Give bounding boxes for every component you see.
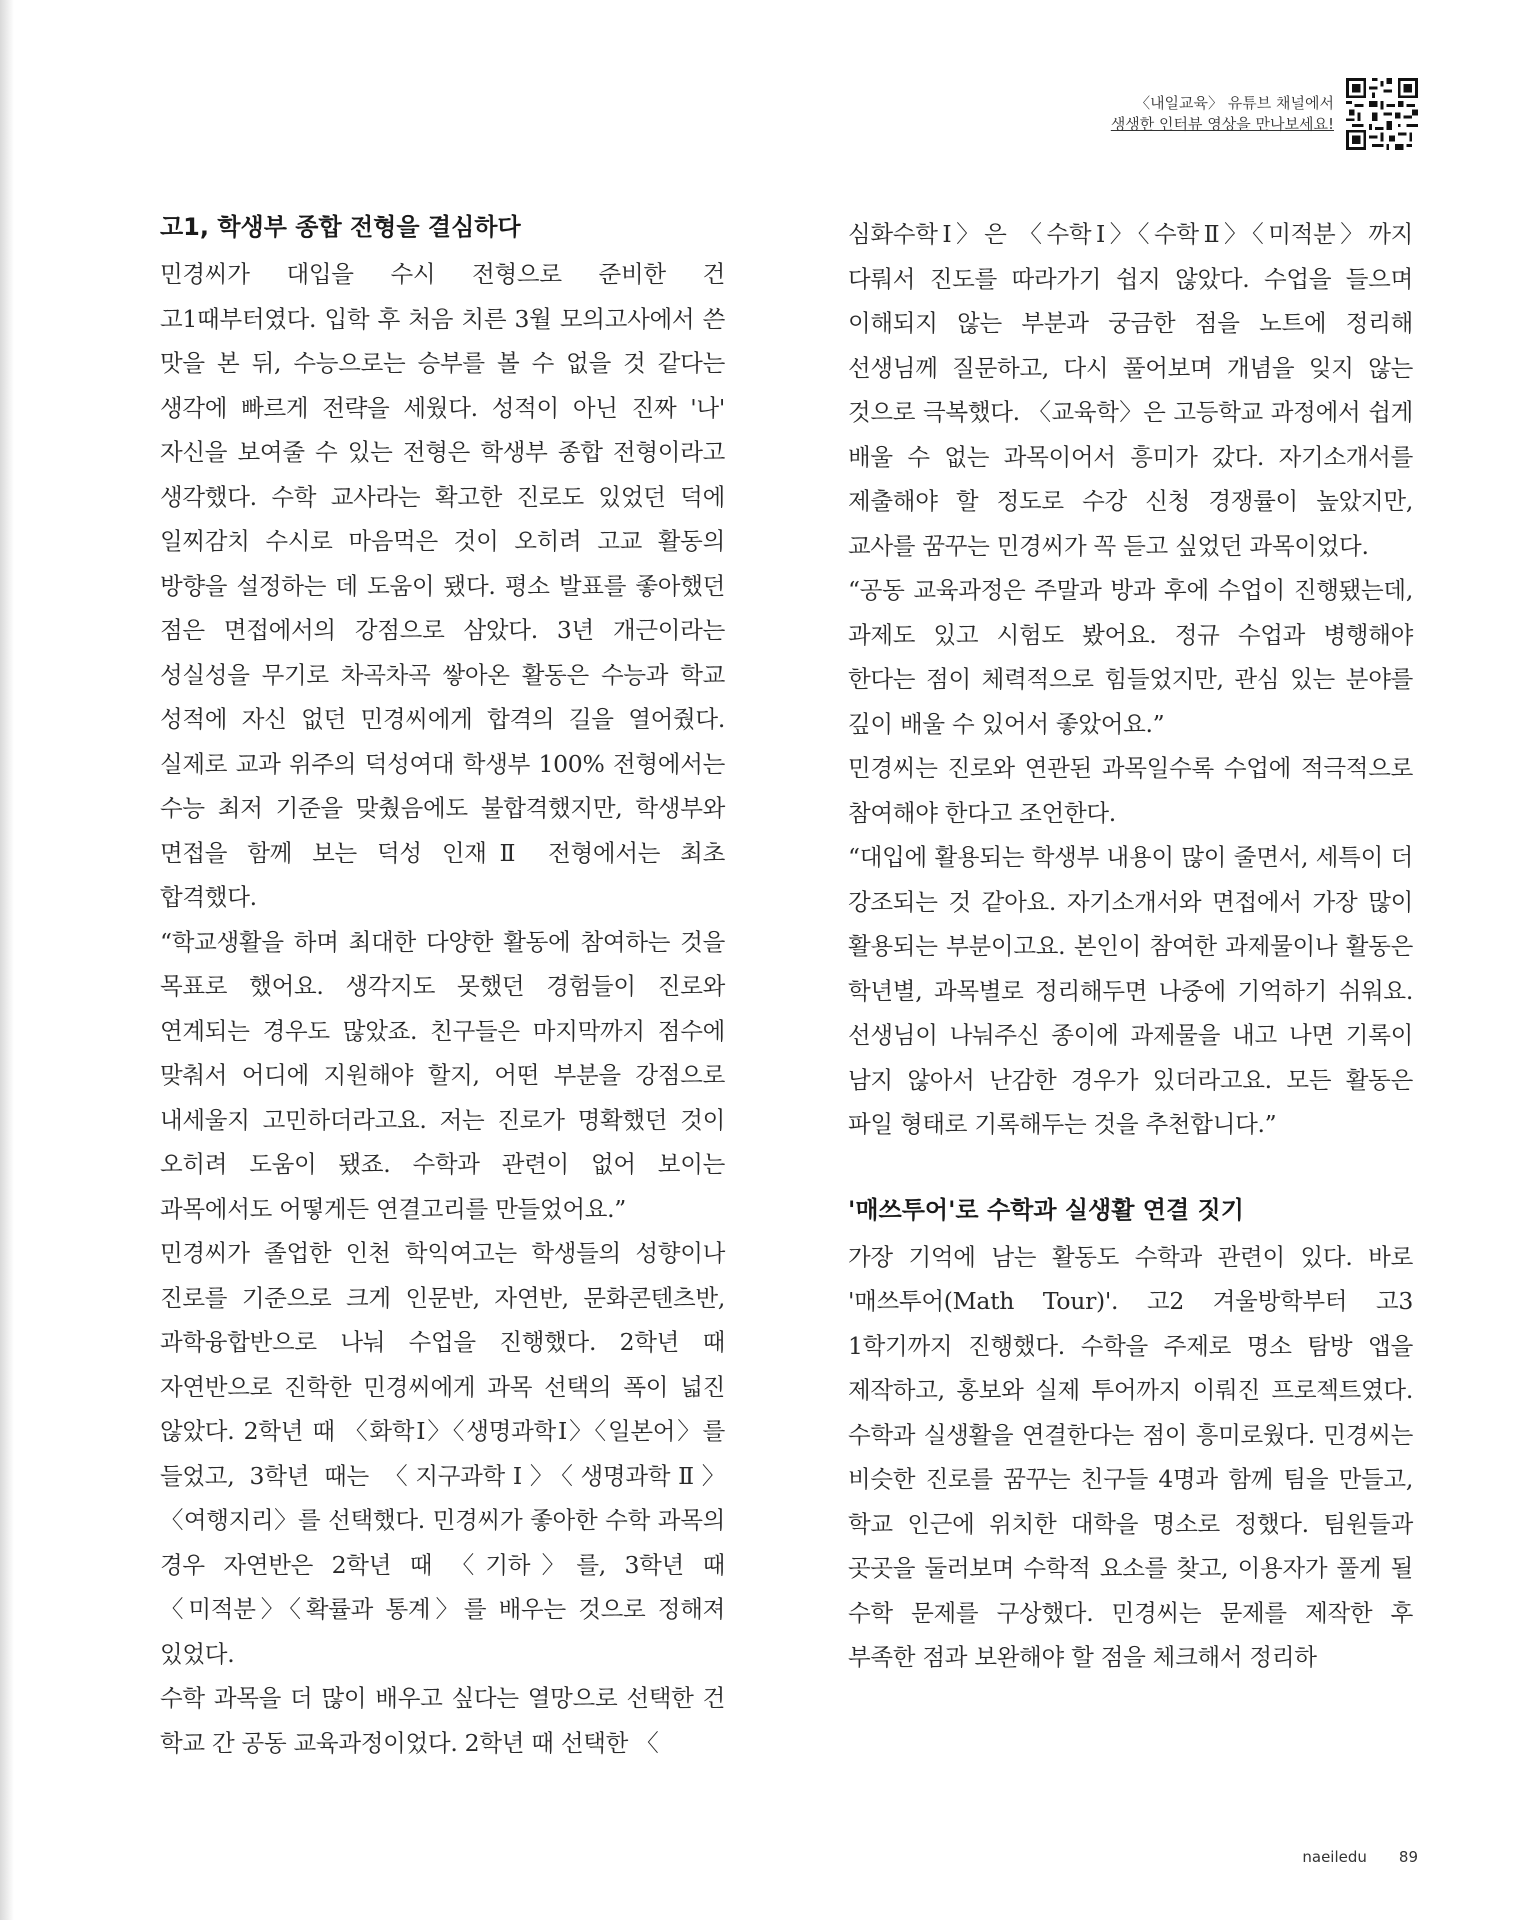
youtube-qr-promo: [1111, 78, 1418, 150]
page-number: 89: [1398, 1848, 1418, 1866]
body-paragraph: 가장 기억에 남는 활동도 수학과 관련이 있다. 바로 '매쓰투어(Math Tour)'. 고2 겨울방학부터 고3 1학기까지 진행했다. 수학을 주제로 명소 탐방 앱을 제작하고, 홍보와 실제 투어까지 이뤄진 프로젝트였다. 수학과 실생활을 연결한다는 점이 흥미로웠다. 민경씨는 비슷한 진로를 꿈꾸는 친구들 4명과 함께 팀을 만들고, 학교 인근에 위치한 대학을 명소로 정했다. 팀원들과 곳곳을 둘러보며 수학적 요소를 찾고, 이용자가 풀게 될 수학 문제를 구상했다. 민경씨는 문제를 제작한 후 부족한 점과 보완해야 할 점을 체크해서 정리하: [848, 1242, 1413, 1671]
body-paragraph: 민경씨는 진로와 연관된 과목일수록 수업에 적극적으로 참여해야 한다고 조언한다.: [848, 754, 1413, 827]
body-paragraph: 민경씨가 대입을 수시 전형으로 준비한 건 고1때부터였다. 입학 후 처음 치른 3월 모의고사에서 쓴 맛을 본 뒤, 수능으로는 승부를 볼 수 없을 것 같다는 생각에 빠르게 전략을 세웠다. 성적이 아닌 진짜 '나' 자신을 보여줄 수 있는 전형은 학생부 종합 전형이라고 생각했다. 수학 교사라는 확고한 진로도 있었던 덕에 일찌감치 수시로 마음먹은 것이 오히려 고교 활동의 방향을 설정하는 데 도움이 됐다. 평소 발표를 좋아했던 점은 면접에서의 강점으로 삼았다. 3년 개근이라는 성실성을 무기로 차곡차곡 쌓아온 활동은 수능과 학교 성적에 자신 없던 민경씨에게 합격의 길을 열어줬다. 실제로 교과 위주의 덕성여대 학생부 100% 전형에서는 수능 최저 기준을 맞췄음에도 불합격했지만, 학생부와 면접을 함께 보는 덕성 인재Ⅱ 전형에서는 최초 합격했다.: [160, 260, 725, 911]
right-column: [848, 212, 1413, 1680]
body-paragraph: 심화수학Ⅰ〉은 〈수학Ⅰ〉〈수학Ⅱ〉〈미적분〉까지 다뤄서 진도를 따라가기 쉽지 않았다. 수업을 들으며 이해되지 않는 부분과 궁금한 점을 노트에 정리해 선생님께 질문하고, 다시 풀어보며 개념을 잊지 않는 것으로 극복했다. 〈교육학〉은 고등학교 과정에서 쉽게 배울 수 없는 과목이어서 흥미가 갔다. 자기소개서를 제출해야 할 정도로 수강 신청 경쟁률이 높았지만, 교사를 꿈꾸는 민경씨가 꼭 듣고 싶었던 과목이었다.: [848, 220, 1413, 560]
quote-paragraph: “학교생활을 하며 최대한 다양한 활동에 참여하는 것을 목표로 했어요. 생각지도 못했던 경험들이 진로와 연계되는 경우도 많았죠. 친구들은 마지막까지 점수에 맞춰서 어디에 지원해야 할지, 어떤 부분을 강점으로 내세울지 고민하더라고요. 저는 진로가 명확했던 것이 오히려 도움이 됐죠. 수학과 관련이 없어 보이는 과목에서도 어떻게든 연결고리를 만들었어요.”: [160, 927, 725, 1223]
left-column: [160, 212, 725, 1765]
body-paragraph: 민경씨가 졸업한 인천 학익여고는 학생들의 성향이나 진로를 기준으로 크게 인문반, 자연반, 문화콘텐츠반, 과학융합반으로 나눠 수업을 진행했다. 2학년 때 자연반으로 진학한 민경씨에게 과목 선택의 폭이 넓진 않았다. 2학년 때 〈화학Ⅰ〉〈생명과학Ⅰ〉〈일본어〉를 들었고, 3학년 때는 〈지구과학Ⅰ〉〈생명과학Ⅱ〉〈여행지리〉를 선택했다. 민경씨가 좋아한 수학 과목의 경우 자연반은 2학년 때 〈기하〉를, 3학년 때 〈미적분〉〈확률과 통계〉를 배우는 것으로 정해져 있었다.: [160, 1239, 725, 1668]
section-heading: 고1, 학생부 종합 전형을 결심하다: [160, 213, 521, 241]
quote-paragraph: “대입에 활용되는 학생부 내용이 많이 줄면서, 세특이 더 강조되는 것 같아요. 자기소개서와 면접에서 가장 많이 활용되는 부분이고요. 본인이 참여한 과제물이나 활동은 학년별, 과목별로 정리해두면 나중에 기억하기 쉬워요. 선생님이 나눠주신 종이에 과제물을 내고 나면 기록이 남지 않아서 난감한 경우가 있더라고요. 모든 활동은 파일 형태로 기록해두는 것을 추천합니다.”: [848, 843, 1413, 1138]
qr-code-icon[interactable]: [1346, 78, 1418, 150]
quote-paragraph: “공동 교육과정은 주말과 방과 후에 수업이 진행됐는데, 과제도 있고 시험도 봤어요. 정규 수업과 병행해야 한다는 점이 체력적으로 힘들었지만, 관심 있는 분야를 깊이 배울 수 있어서 좋았어요.”: [848, 576, 1413, 738]
qr-promo-text: [1111, 93, 1334, 135]
qr-promo-line1: 〈내일교육〉 유튜브 채널에서: [1135, 94, 1334, 112]
page-footer: [1302, 1848, 1418, 1866]
section-heading: '매쓰투어'로 수학과 실생활 연결 짓기: [848, 1195, 1244, 1224]
body-paragraph: 수학 과목을 더 많이 배우고 싶다는 열망으로 선택한 건 학교 간 공동 교육과정이었다. 2학년 때 선택한 〈: [160, 1684, 725, 1757]
page-fold-shadow: [0, 0, 14, 1920]
section-gap: [848, 1147, 1413, 1195]
qr-promo-line2: 생생한 인터뷰 영상을 만나보세요!: [1110, 115, 1334, 133]
magazine-name: naeiledu: [1302, 1848, 1367, 1866]
